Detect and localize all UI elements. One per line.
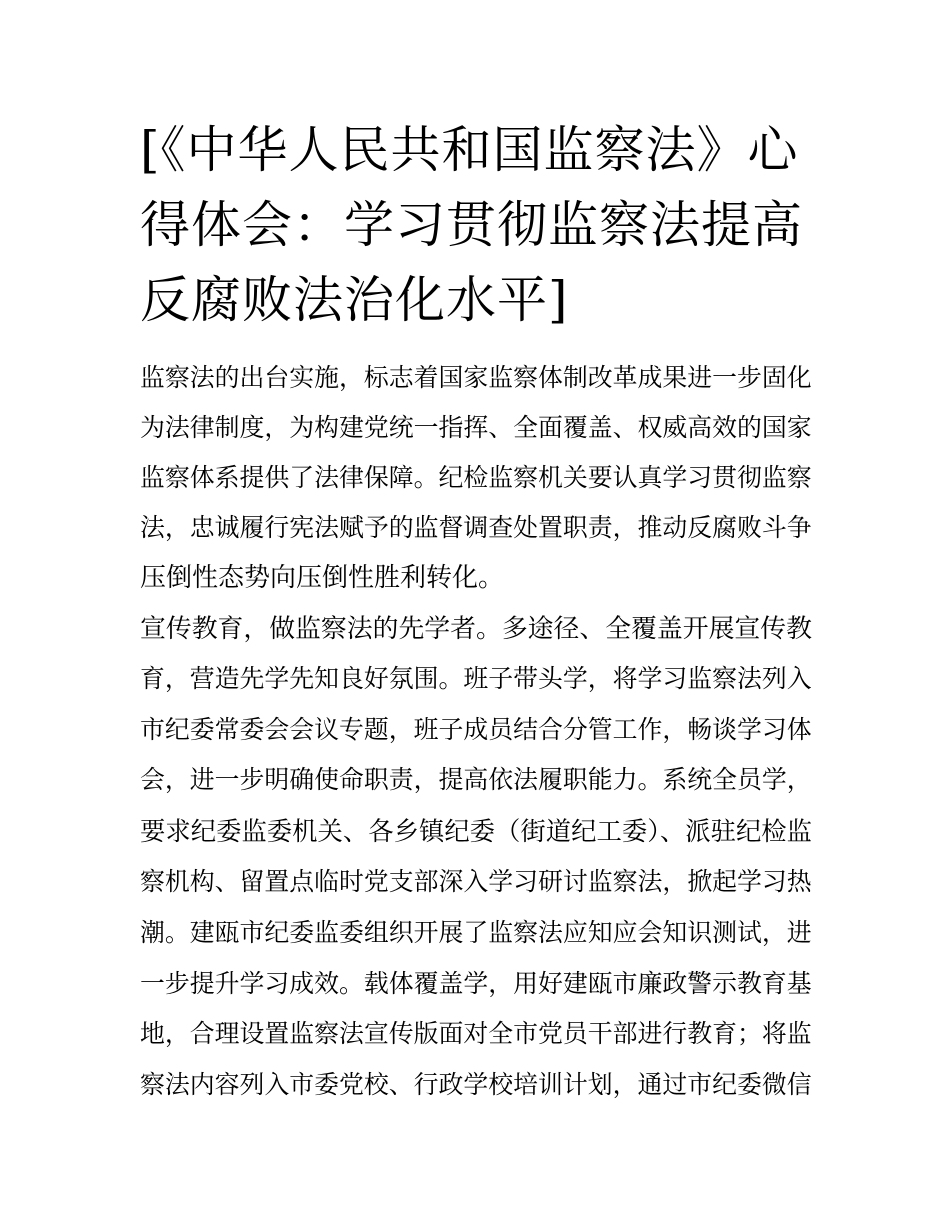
paragraph-line-7: 育，营造先学先知良好氛围。班子带头学，将学习监察法列入 xyxy=(140,664,812,693)
paragraph-line-10: 要求纪委监委机关、各乡镇纪委（街道纪工委）、派驻纪检监 xyxy=(140,816,813,846)
paragraph-line-11: 察机构、留置点临时党支部深入学习研讨监察法，掀起学习热 xyxy=(140,867,812,896)
paragraph-line-13: 一步提升学习成效。载体覆盖学，用好建瓯市廉政警示教育基 xyxy=(140,969,812,998)
document-title-line-2: 得体会：学习贯彻监察法提高 xyxy=(140,196,803,254)
paragraph-line-1: 监察法的出台实施，标志着国家监察体制改革成果进一步固化 xyxy=(140,363,812,392)
document-title-line-1: [《中华人民共和国监察法》心 xyxy=(140,121,799,179)
document-title-line-3: 反腐败法治化水平] xyxy=(140,271,569,329)
paragraph-line-14: 地，合理设置监察法宣传版面对全市党员干部进行教育；将监 xyxy=(140,1019,812,1048)
paragraph-line-8: 市纪委常委会会议专题，班子成员结合分管工作，畅谈学习体 xyxy=(140,715,812,744)
paragraph-line-4: 法，忠诚履行宪法赋予的监督调查处置职责，推动反腐败斗争 xyxy=(140,513,812,542)
paragraph-line-12: 潮。建瓯市纪委监委组织开展了监察法应知应会知识测试，进 xyxy=(140,918,812,947)
paragraph-line-15: 察法内容列入市委党校、行政学校培训计划，通过市纪委微信 xyxy=(140,1070,812,1099)
paragraph-line-3: 监察体系提供了法律保障。纪检监察机关要认真学习贯彻监察 xyxy=(140,463,812,492)
paragraph-line-6: 宣传教育，做监察法的先学者。多途径、全覆盖开展宣传教 xyxy=(140,614,812,644)
paragraph-line-5: 压倒性态势向压倒性胜利转化。 xyxy=(140,563,505,593)
paragraph-line-2: 为法律制度，为构建党统一指挥、全面覆盖、权威高效的国家 xyxy=(140,413,812,442)
paragraph-line-9: 会，进一步明确使命职责，提高依法履职能力。系统全员学， xyxy=(140,765,812,794)
